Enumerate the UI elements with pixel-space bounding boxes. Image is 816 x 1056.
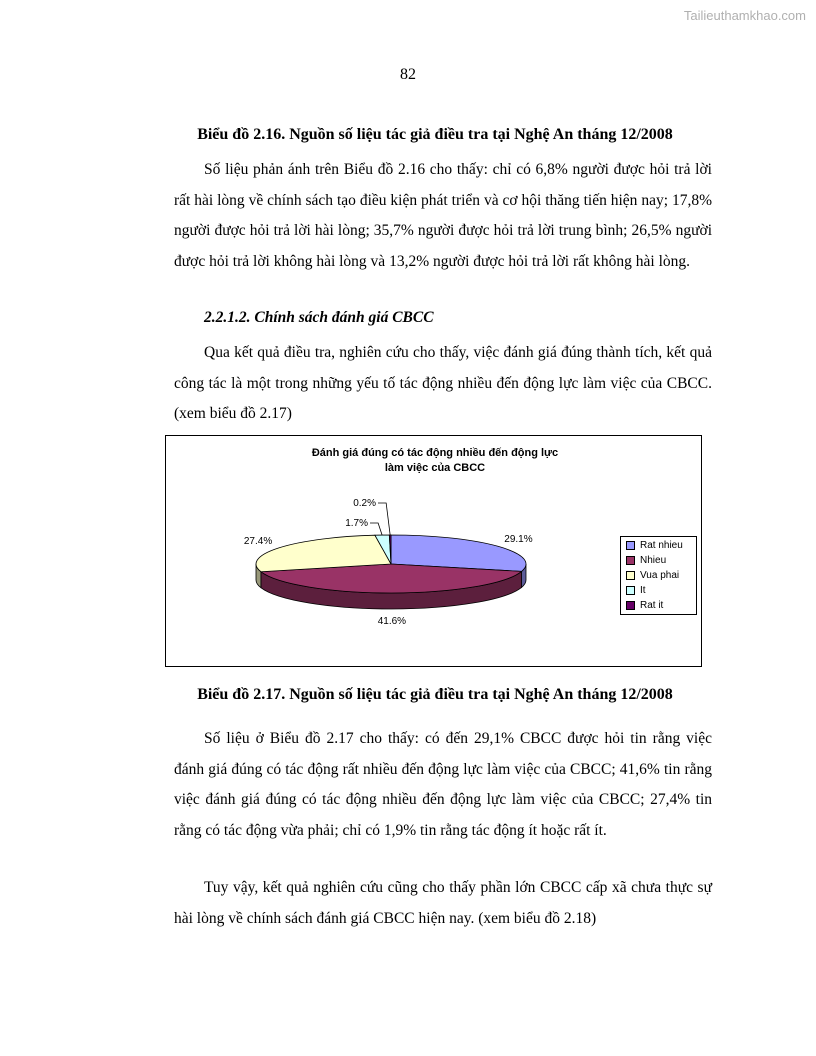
data-label-it: 1.7%: [345, 518, 368, 529]
leader-line: [370, 523, 382, 535]
legend-swatch: [626, 556, 635, 565]
data-label-vua-phai: 27.4%: [243, 536, 273, 548]
legend-swatch: [626, 571, 635, 580]
chart-legend: [620, 536, 697, 615]
legend-swatch: [626, 601, 635, 610]
chart-title-line2: làm việc của CBCC: [384, 462, 486, 474]
legend-label: Rat nhieu: [640, 540, 683, 551]
legend-swatch: [626, 541, 635, 550]
legend-label: Vua phai: [640, 570, 680, 581]
paragraph-conclusion: Tuy vậy, kết quả nghiên cứu cũng cho thấy phần lớn CBCC cấp xã chưa thực sự hài lòng về chính sách đánh giá CBCC hiện nay. (xem biểu đồ 2.18): [174, 879, 712, 927]
legend-label: Nhieu: [640, 555, 667, 566]
paragraph-chart-2-16-summary: Số liệu phản ánh trên Biểu đồ 2.16 cho thấy: chỉ có 6,8% người được hỏi trả lời rất hài lòng về chính sách tạo điều kiện phát triển và cơ hội thăng tiến hiện nay; 17,8% người được hỏi trả lời hài lòng; 35,7% người được hỏi trả lời trung bình; 26,5% người được hỏi trả lời không hài lòng và 13,2% người được hỏi trả lời rất không hài lòng.: [174, 161, 712, 270]
legend-swatch: [626, 586, 635, 595]
data-label-rat-it: 0.2%: [353, 498, 376, 509]
figure-caption-2-16: Biểu đồ 2.16. Nguồn số liệu tác giả điều tra tại Nghệ An tháng 12/2008: [197, 126, 673, 143]
page-number: 82: [400, 66, 416, 83]
legend-item-rat-it: [626, 599, 663, 613]
legend-label: Rat it: [640, 600, 664, 611]
figure-caption-2-17: Biểu đồ 2.17. Nguồn số liệu tác giả điều tra tại Nghệ An tháng 12/2008: [197, 686, 673, 703]
chart-title-line1: Đánh giá đúng có tác động nhiều đến động lực: [311, 447, 559, 459]
legend-item-rat-nhieu: [626, 539, 683, 553]
section-heading: 2.2.1.2. Chính sách đánh giá CBCC: [204, 309, 434, 326]
leader-line: [378, 503, 390, 535]
legend-label: It: [640, 585, 646, 596]
data-label-rat-nhieu: 29.1%: [504, 533, 533, 545]
legend-item-nhieu: [626, 554, 666, 568]
legend-item-it: [626, 584, 646, 598]
legend-item-vua-phai: [626, 569, 679, 583]
paragraph-chart-2-17-summary: Số liệu ở Biểu đồ 2.17 cho thấy: có đến 29,1% CBCC được hỏi tin rằng việc đánh giá đúng có tác động rất nhiều đến động lực làm việc của CBCC; 41,6% tin rằng việc đánh giá đúng có tác động nhiều đến động lực làm việc của CBCC; 27,4% tin rằng có tác động vừa phải; chỉ có 1,9% tin rằng tác động ít hoặc rất ít.: [174, 730, 712, 839]
data-label-nhieu: 41.6%: [377, 615, 407, 627]
paragraph-evaluation-intro: Qua kết quả điều tra, nghiên cứu cho thấy, việc đánh giá đúng thành tích, kết quả công tác là một trong những yếu tố tác động nhiều đến động lực làm việc của CBCC. (xem biểu đồ 2.17): [174, 344, 712, 422]
pie-chart-2-17: [165, 435, 702, 667]
watermark: Tailieuthamkhao.com: [683, 8, 806, 23]
